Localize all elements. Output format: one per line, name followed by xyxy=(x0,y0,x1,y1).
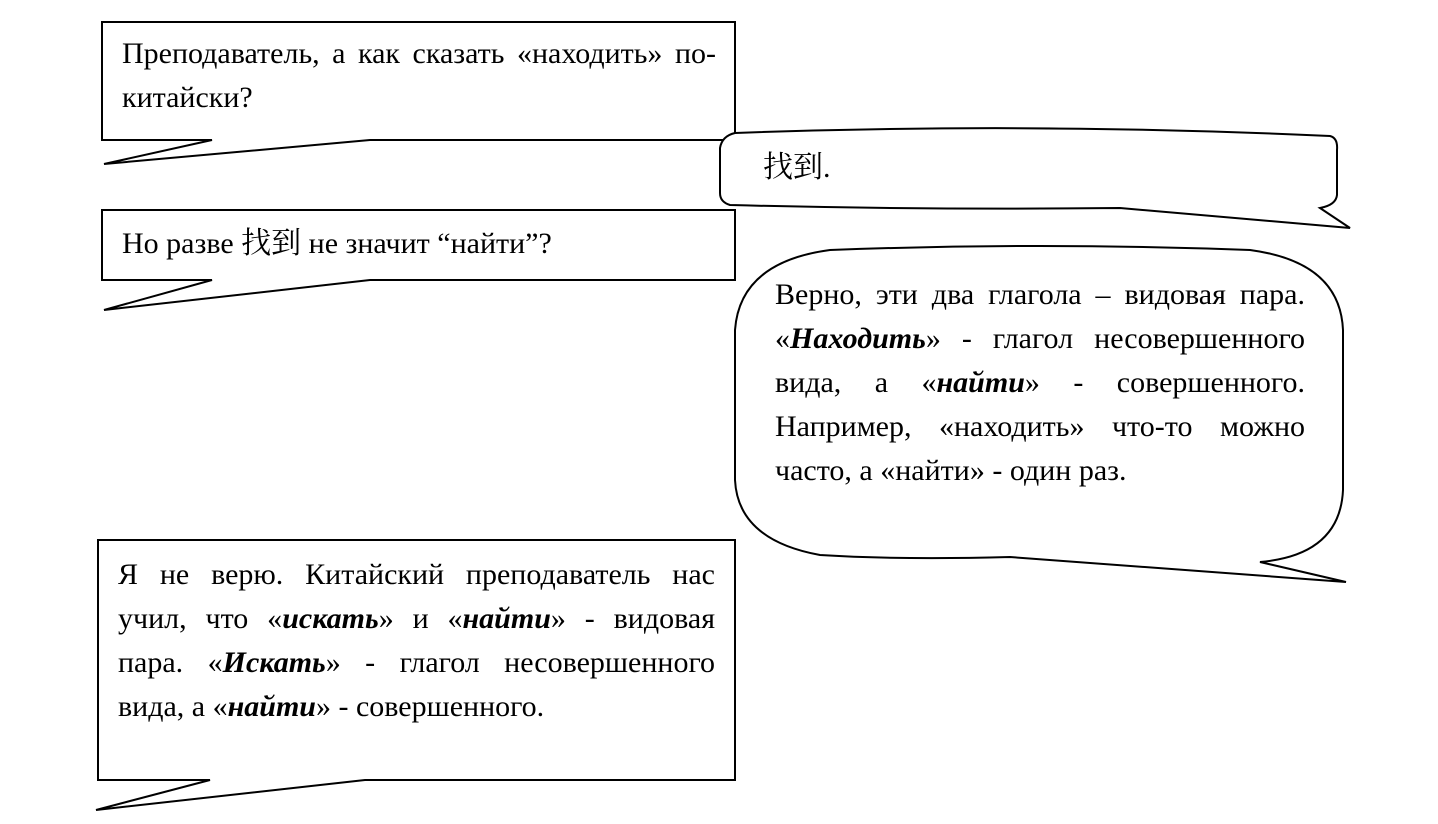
emphasis-word: найти xyxy=(462,602,551,635)
bubble-q1-text: Преподаватель, а как сказать «находить» по-китайски? xyxy=(122,37,716,114)
emphasis-word: найти xyxy=(227,690,316,723)
text-segment: » и « xyxy=(378,602,463,635)
text-segment: Я не верю. Китайский преподаватель нас учил, что « xyxy=(118,558,715,635)
text-segment: Верно, эти два глагола – видовая пара. « xyxy=(775,278,1305,355)
emphasis-word: Искать xyxy=(222,646,326,679)
bubble-q3-text xyxy=(118,553,715,729)
bubble-a1-text: 找到. xyxy=(763,151,831,184)
emphasis-word: найти xyxy=(936,366,1025,399)
text-segment: » - совершенного. Например, «находить» что-то можно часто, а «найти» - один раз. xyxy=(775,366,1305,487)
emphasis-word: Находить xyxy=(790,322,926,355)
text-segment: » - глагол несовершенного вида, а « xyxy=(118,646,716,723)
text-segment: » - совершенного. xyxy=(315,690,545,723)
text-segment: » - видовая пара. « xyxy=(118,602,716,679)
text-segment: » - глагол несовершенного вида, а « xyxy=(775,322,1305,399)
bubble-q2-text: Но разве 找到 не значит “найти”? xyxy=(122,227,552,260)
emphasis-word: искать xyxy=(282,602,379,635)
bubble-a2-text xyxy=(775,273,1305,493)
